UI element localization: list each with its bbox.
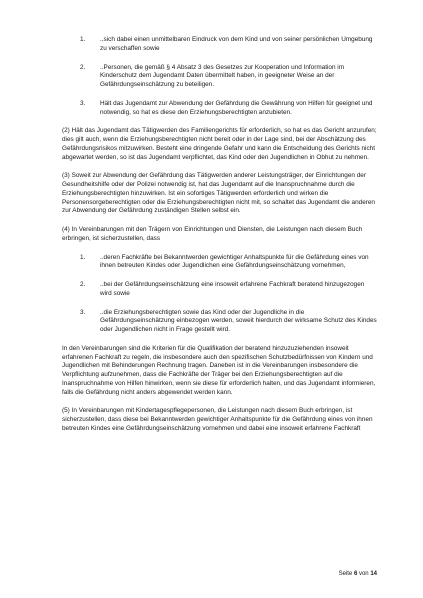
list-number: 3.	[80, 99, 86, 107]
paragraph-2: (2) Hält das Jugendamt das Tätigwerden des Familiengerichts für erforderlich, so hat es das Gericht anzurufen; dies gilt auch, wenn die Erziehungsberechtigten nicht bereit oder in der Lage sind, bei der Abschätzung des Gefährdungsrisikos mitzuwirken. Besteht eine dringende Gefahr und kann die Entscheidung des Gerichts nicht abgewartet werden, so ist das Jugendamt verpflichtet, das Kind oder den Jugendlichen in Obhut zu nehmen.	[62, 127, 377, 161]
list-text: ..deren Fachkräfte bei Bekanntwerden gewichtiger Anhaltspunkte für die Gefährdung eines von ihnen betreuten Kindes oder Jugendlichen eine Gefährdungseinschätzung vornehmen,	[100, 253, 369, 270]
page-footer	[339, 570, 377, 578]
list-text: ..bei der Gefährdungseinschätzung eine insoweit erfahrene Fachkraft beratend hinzugezogen wird sowie	[100, 281, 365, 297]
footer-page-number: 6	[353, 571, 358, 577]
paragraph-3: (3) Soweit zur Abwendung der Gefährdung das Tätigwerden anderer Leistungsträger, der Einrichtungen der Gesundheitshilfe oder der Polizei notwendig ist, hat das Jugendamt auf die Inanspruchnahme durch die Erziehungsberechtigten hinzuwirken. Ist ein sofortiges Tätigwerden erforderlich und wirken die Personensorgeberechtigten oder die Erziehungsberechtigten nicht mit, so schaltet das Jugendamt die anderen zur Abwendung der Gefährdung zuständigen Stellen selbst ein.	[62, 172, 375, 215]
list-number: 3.	[80, 308, 86, 316]
numbered-list-agreements	[80, 254, 377, 335]
list-text: ..Personen, die gemäß § 4 Absatz 3 des Gesetzes zur Kooperation und Information im Kinderschutz dem Jugendamt Daten übermittelt haben, in geeigneter Weise an der Gefährdungseinschätzung zu beteiligen.	[100, 63, 345, 88]
list-number: 2.	[80, 281, 86, 288]
list-number: 1.	[80, 253, 86, 261]
list-item	[80, 254, 377, 272]
list-item	[80, 36, 377, 54]
paragraph-5: In den Vereinbarungen sind die Kriterien für die Qualifikation der beratend hinzuzuziehenden insoweit erfahrenen Fachkraft zu regeln, die insbesondere auch den spezifischen Schutzbedürfnissen von Kindern und Jugendlichen mit Behinderungen Rechnung tragen. Daneben ist in die Vereinbarungen insbesondere die Verpflichtung aufzunehmen, dass die Fachkräfte der Träger bei den Erziehungsberechtigten auf die Inanspruchnahme von Hilfen hinwirken, wenn sie diese für erforderlich halten, und das Jugendamt informieren, falls die Gefährdung nicht anders abgewendet werden kann.	[62, 344, 376, 396]
list-number: 2.	[80, 63, 86, 71]
list-number: 1.	[80, 36, 86, 43]
paragraph-4: (4) In Vereinbarungen mit den Trägern von Einrichtungen und Diensten, die Leistungen nach diesem Buch erbringen, ist sicherzustellen, dass	[62, 226, 363, 242]
list-text: Hält das Jugendamt zur Abwendung der Gefährdung die Gewährung von Hilfen für geeignet und notwendig, so hat es diese den Erziehungsberechtigten anzubieten.	[100, 99, 373, 116]
list-item	[80, 100, 377, 118]
footer-total-pages: 14	[370, 571, 377, 577]
numbered-list-top	[80, 36, 377, 117]
list-item	[80, 309, 377, 335]
list-text: ..die Erziehungsberechtigten sowie das Kind oder der Jugendliche in die Gefährdungseinschätzung einbezogen werden, soweit hierdurch der wirksame Schutz des Kindes oder Jugendlichen nicht in Frage gestellt wird.	[100, 308, 377, 333]
paragraph-6: (5) In Vereinbarungen mit Kindertagespflegepersonen, die Leistungen nach diesem Buch erbringen, ist sicherzustellen, dass diese bei Bekanntwerden gewichtiger Anhaltspunkte für die Gefährdung eines von ihnen betreuten Kindes eine Gefährdungseinschätzung vornehmen und dabei eine insoweit erfahrene Fachkraft	[62, 407, 373, 432]
footer-prefix: Seite	[338, 571, 353, 577]
list-item	[80, 281, 377, 299]
footer-middle: von	[358, 571, 369, 577]
list-text: ..sich dabei einen unmittelbaren Eindruck von dem Kind und von seiner persönlichen Umgebung zu verschaffen sowie	[100, 36, 373, 52]
list-item	[80, 64, 377, 90]
